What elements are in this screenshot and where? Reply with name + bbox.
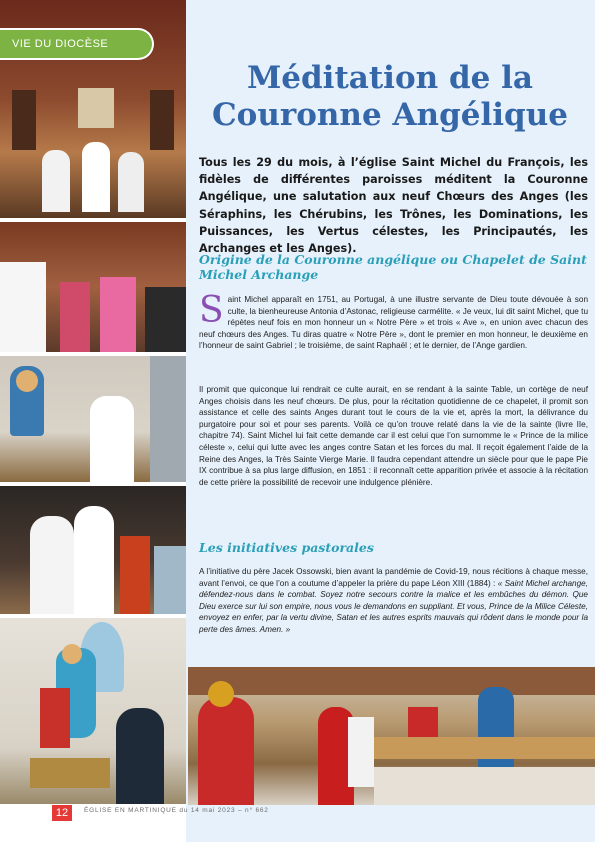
section-initiatives-heading: Les initiatives pastorales (199, 540, 374, 555)
initiatives-lead: A l’initiative du père Jacek Ossowski, bien avant la pandémie de Covid-19, nous récitions à chaque messe, avant l’envoi, ce que l’on a coutume d’appeler la prière du pape Léon XIII (1884) : (199, 567, 588, 588)
photo-column (0, 0, 186, 842)
intro-paragraph: Tous les 29 du mois, à l’église Saint Michel du François, les fidèles de différentes paroisses méditent la Couronne Angélique, une salutation aux neuf Chœurs des Anges (les Séraphins, les Chérubins, les Trônes, les Dominations, les Puissances, les Vertus célestes, les Principautés, les Archanges et les Anges). (199, 156, 588, 256)
photo-saint-michel-statue (0, 618, 186, 804)
article-title: Méditation de la Couronne Angélique (212, 60, 568, 133)
page-number: 12 (52, 805, 72, 821)
photo-crowd (0, 222, 186, 352)
prayer-quote: « Saint Michel archange, défendez-nous dans le combat. Soyez notre secours contre la malice et les embûches du démon. Que Dieu exerce sur lui son empire, nous vous le demandons en suppliant. Et vous, Prince de la Milice Céleste, envoyez en enfer, par la vertu divine, Satan et les autres esprits mauvais qui rôdent dans le monde pour la perte des âmes. Amen. » (199, 578, 588, 634)
origin-paragraph-1 (199, 290, 588, 352)
section-origin-heading: Origine de la Couronne angélique ou Chapelet de Saint Michel Archange (199, 252, 587, 282)
section-badge: VIE DU DIOCÈSE (0, 30, 152, 58)
initiatives-paragraph (199, 566, 588, 636)
photo-congregation (188, 667, 595, 805)
drop-cap: S (199, 290, 224, 331)
photo-blessing (0, 486, 186, 614)
origin-paragraph-2: Il promit que quiconque lui rendrait ce culte aurait, en se rendant à la sainte Table, un cortège de neuf Anges choisis dans les neuf chœurs. De plus, pour la récitation quotidienne de ce chapelet, il promit son assistance et celle des saints Anges durant tout le cours de la vie et, après la mort, la délivrance du purgatoire pour soi et pour ses parents. Voilà ce qu’on trouve relaté dans la vie de la sainte (livre IIe, chapitre 74). Saint Michel lui fait cette demande car il est celui que l’on surnomme le « Prince de la milice céleste », celui qui lutte avec les anges contre Satan et les forces du mal. Il reçoit également l’aide de la Reine des Anges, la Très Sainte Vierge Marie. Il faudra cependant attendre un siècle pour que le pape Pie IX contribue à sa plus large diffusion, en 1851 : il reconnaît cette apparition privée et associe à la récitation de cette prière la possibilité de recevoir une indulgence plénière. (199, 385, 588, 487)
photo-statue-priest (0, 356, 186, 482)
footer-publication: ÉGLISE EN MARTINIQUE du 14 mai 2023 – n° 662 (84, 807, 269, 814)
origin-paragraph-1-text: aint Michel apparaît en 1751, au Portugal, à une illustre servante de Dieu toute dévouée à son culte, la bienheureuse Antonia d’Astonac, religieuse carmélite. « Je veux, lui dit saint Michel, que tu répètes neuf fois en mon honneur un « Notre Père » et trois « Ave », en union avec chacun des neuf chœurs des Anges. Tu diras quatre « Notre Père », dont le premier en mon honneur, le deuxième en l’honneur de saint Gabriel ; le troisième, de saint Raphaël ; et le dernier, de l’Ange gardien. (199, 295, 588, 351)
